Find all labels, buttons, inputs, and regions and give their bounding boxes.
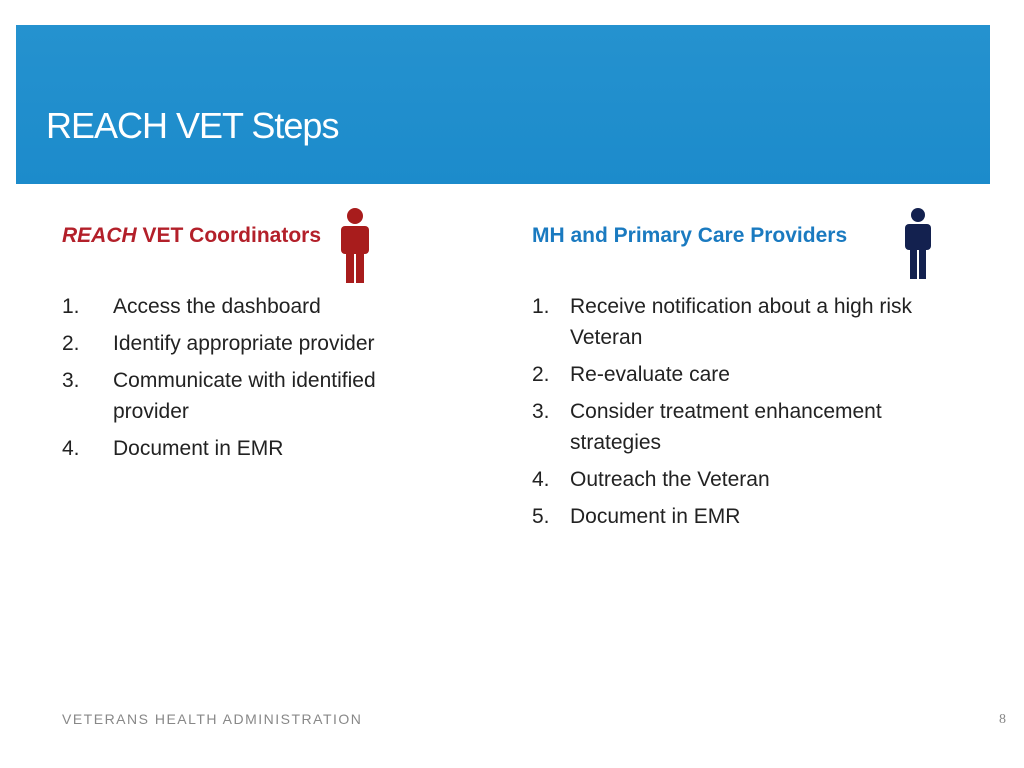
list-item [62,328,432,359]
slide-title: REACH VET Steps [46,105,339,146]
item-number: 4. [532,468,550,491]
item-text: Outreach the Veteran [570,468,770,491]
coordinators-heading [62,224,321,248]
list-item [532,501,972,532]
list-item [532,396,972,458]
list-item [532,464,972,495]
item-number: 1. [532,295,550,318]
person-navy-icon [903,207,933,279]
item-number: 4. [62,437,80,460]
item-number: 2. [62,332,80,355]
coordinator-steps [62,291,432,470]
footer-org: VETERANS HEALTH ADMINISTRATION [62,711,363,727]
item-number: 3. [532,400,550,423]
page-number: 8 [999,712,1006,727]
list-item [532,291,972,353]
providers-heading: MH and Primary Care Providers [532,224,848,247]
list-item [62,291,432,322]
heading-rest: VET Coordinators [136,224,322,247]
list-item [532,359,972,390]
item-text: Document in EMR [570,505,741,528]
provider-steps [532,291,972,538]
item-text: Access the dashboard [113,295,321,318]
item-number: 2. [532,363,550,386]
item-text: Re-evaluate care [570,363,730,386]
item-text: Communicate with identified provider [113,369,376,423]
item-text: Consider treatment enhancement strategies [570,400,882,454]
item-number: 3. [62,369,80,392]
item-text: Receive notification about a high risk Veteran [570,295,913,349]
list-item [62,365,432,427]
item-number: 1. [62,295,80,318]
item-text: Identify appropriate provider [113,332,375,355]
list-item [62,433,432,464]
heading-emphasis: REACH [62,224,137,247]
item-number: 5. [532,505,550,528]
item-text: Document in EMR [113,437,284,460]
person-red-icon [338,207,372,283]
